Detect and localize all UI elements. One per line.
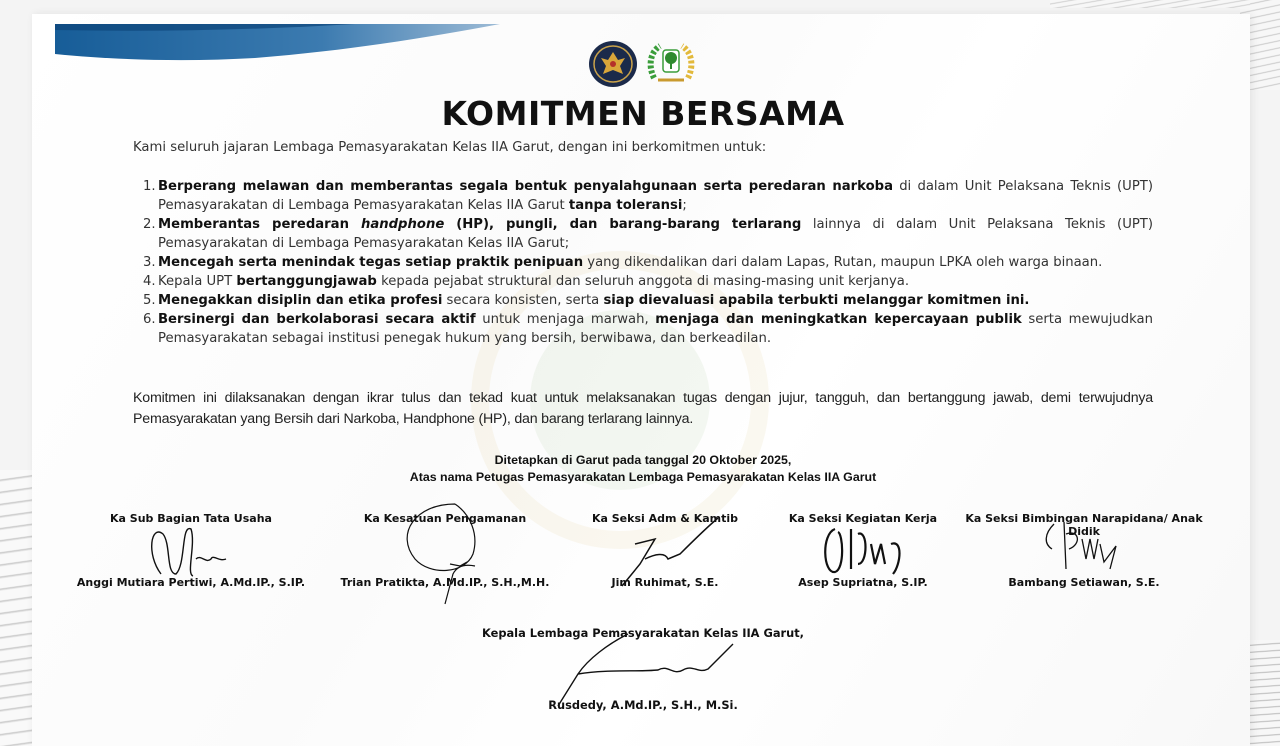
signatory-name: Jim Ruhimat, S.E. — [611, 576, 719, 589]
list-item: 2. Memberantas peredaran handphone (HP), pungli, dan barang-barang terlarang lainnya di dalam Unit Pelaksana Teknis (UPT) Pemasyarakatan di Lembaga Pemasyarakatan Kelas IIA Garut; — [143, 217, 1153, 251]
head-name: Rusdedy, A.Md.IP., S.H., M.Si. — [548, 698, 738, 712]
signatory-block — [570, 512, 760, 589]
enactment-block — [0, 452, 1280, 486]
commitment-list — [143, 177, 1153, 348]
signatory-role: Ka Seksi Kegiatan Kerja — [788, 512, 938, 525]
signatory-name: Asep Supriatna, S.IP. — [798, 576, 928, 589]
head-signatory-block — [0, 626, 1280, 712]
signature-mark — [141, 514, 241, 584]
signatory-role: Ka Kesatuan Pengamanan — [363, 512, 527, 525]
signatory-name: Bambang Setiawan, S.E. — [1008, 576, 1160, 589]
signatory-role: Ka Seksi Adm & Kamtib — [591, 512, 739, 525]
list-item: 6. Bersinergi dan berkolaborasi secara aktif untuk menjaga marwah, menjaga dan meningkatkan kepercayaan publik serta mewujudkan Pemasyarakatan sebagai institusi penegak hukum yang bersih, berwibawa, dan berkeadilan. — [143, 312, 1153, 346]
signature-mark — [395, 514, 495, 604]
signatory-block — [950, 512, 1218, 589]
closing-paragraph: Komitmen ini dilaksanakan dengan ikrar tulus dan tekad kuat untuk melaksanakan tugas dengan jujur, tangguh, dan bertanggung jawab, demi terwujudnya Pemasyarakatan yang Bersih dari Narkoba, Handphone (HP), dan barang terlarang lainnya. — [133, 390, 1153, 427]
on-behalf-of: Atas nama Petugas Pemasyarakatan Lembaga Pemasyarakatan Kelas IIA Garut — [409, 470, 877, 484]
signatory-block — [62, 512, 320, 589]
ministry-emblem-icon — [588, 40, 638, 88]
list-item: 1. Berperang melawan dan memberantas segala bentuk penyalahgunaan serta peredaran narkoba di dalam Unit Pelaksana Teknis (UPT) Pemasyarakatan di Lembaga Pemasyarakatan Kelas IIA Garut tanpa toleransi; — [143, 179, 1153, 213]
signatory-name: Trian Pratikta, A.Md.IP., S.H.,M.H. — [340, 576, 550, 589]
signatory-role: Ka Sub Bagian Tata Usaha — [110, 512, 272, 525]
signatory-name: Anggi Mutiara Pertiwi, A.Md.IP., S.IP. — [76, 576, 306, 589]
signature-mark — [813, 514, 913, 584]
signatory-role: Ka Seksi Bimbingan Narapidana/ Anak Didik — [965, 512, 1203, 538]
signatories-row — [0, 512, 1280, 592]
list-item: 5. Menegakkan disiplin dan etika profesi secara konsisten, serta siap dievaluasi apabila terbukti melanggar komitmen ini. — [143, 293, 1030, 308]
document-title: KOMITMEN BERSAMA — [441, 94, 845, 133]
blue-banner-decoration — [55, 24, 500, 62]
pemasyarakatan-emblem-icon — [646, 40, 696, 88]
signature-mark — [1034, 514, 1134, 584]
head-role: Kepala Lembaga Pemasyarakatan Kelas IIA Garut, — [481, 626, 805, 640]
list-item: 4. Kepala UPT bertanggungjawab kepada pejabat struktural dan seluruh anggota di masing-masing unit kerjanya. — [143, 274, 910, 289]
intro-text: Kami seluruh jajaran Lembaga Pemasyarakatan Kelas IIA Garut, dengan ini berkomitmen untuk: — [133, 140, 767, 155]
signatory-block — [326, 512, 564, 589]
enactment-date: Ditetapkan di Garut pada tanggal 20 Oktober 2025, — [494, 453, 792, 467]
background-lines-top — [1050, 0, 1250, 8]
signatory-block — [770, 512, 956, 589]
header-logos — [588, 40, 696, 88]
list-item: 3. Mencegah serta menindak tegas setiap praktik penipuan yang dikendalikan dari dalam Lapas, Rutan, maupun LPKA oleh warga binaan. — [143, 255, 1103, 270]
